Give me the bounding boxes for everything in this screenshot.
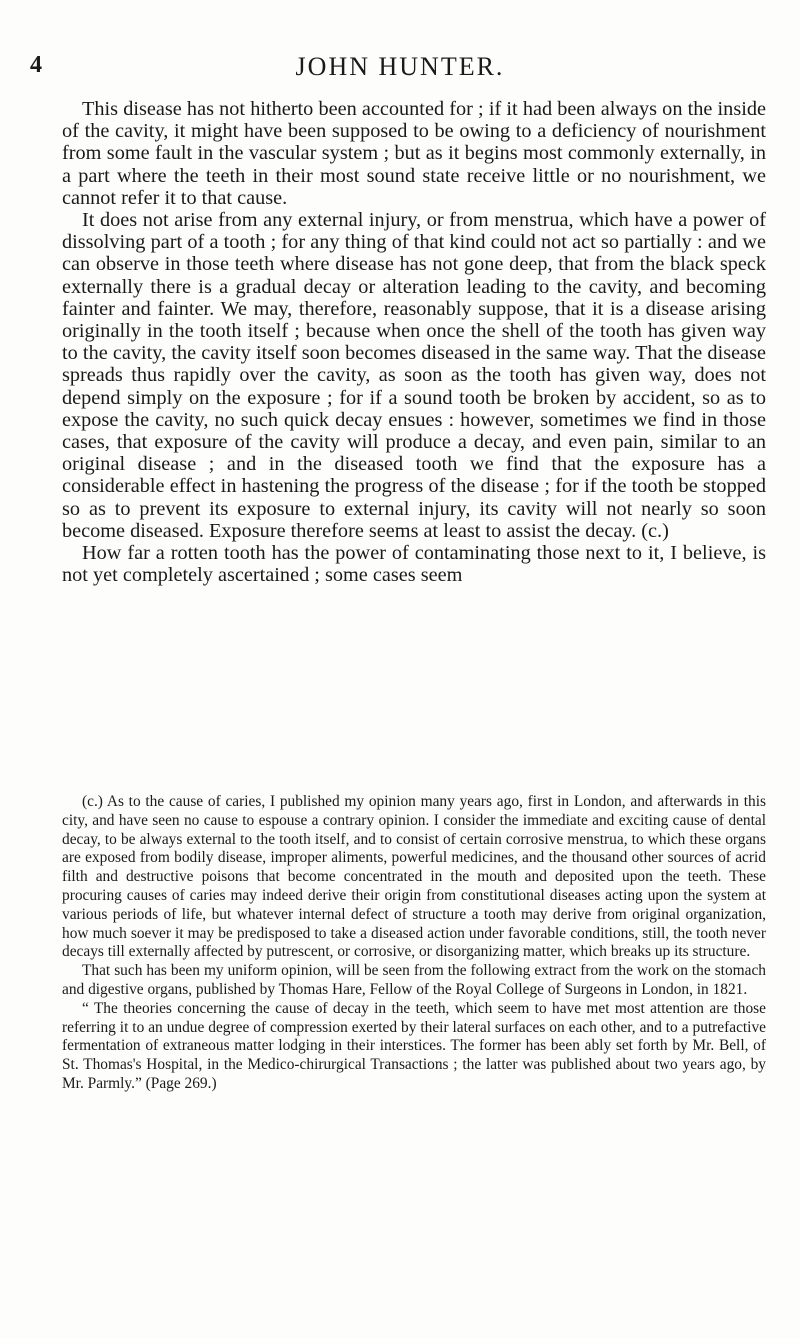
body-paragraph: How far a rotten tooth has the power of contaminating those next to it, I believe, is not yet completely ascertained ; some cases seem bbox=[62, 542, 766, 587]
body-paragraph: It does not arise from any external injury, or from menstrua, which have a power of dissolving part of a tooth ; for any thing of that kind could not act so partially : and we can observe in those teeth where disease has not gone deep, that from the black speck externally there is a gradual decay or alteration leading to the cavity, and becoming fainter and fainter. We may, therefore, reasonably suppose, that it is a disease arising originally in the tooth itself ; because when once the shell of the tooth has given way to the cavity, the cavity itself soon becomes diseased in the same way. That the disease spreads thus rapidly over the cavity, as soon as the tooth has given way, does not depend simply on the exposure ; for if a sound tooth be broken by accident, so as to expose the cavity, no such quick decay ensues : however, sometimes we find in those cases, that exposure of the cavity will produce a decay, and even pain, similar to an original disease ; and in the diseased tooth we find that the exposure has a considerable effect in hastening the progress of the disease ; for if the tooth be stopped so as to prevent its exposure to external injury, its cavity will not nearly so soon become diseased. Exposure therefore seems at least to assist the decay. (c.) bbox=[62, 209, 766, 542]
footnote-paragraph: “ The theories concerning the cause of decay in the teeth, which seem to have met most attention are those referring it to an undue degree of compression exerted by their lateral surfaces on each other, and to a putrefactive fermentation of extraneous matter lodging in their interstices. The former has been ably set forth by Mr. Bell, of St. Thomas's Hospital, in the Medico-chirurgical Transactions ; the latter was published about two years ago, by Mr. Parmly.” (Page 269.) bbox=[62, 999, 766, 1092]
main-text bbox=[62, 98, 766, 586]
footnote-paragraph: That such has been my uniform opinion, will be seen from the following extract from the work on the stomach and digestive organs, published by Thomas Hare, Fellow of the Royal College of Surgeons in London, in 1821. bbox=[62, 962, 766, 998]
running-head: JOHN HUNTER. bbox=[295, 52, 505, 81]
page-number: 4 bbox=[30, 52, 42, 78]
page-header bbox=[0, 52, 800, 82]
body-paragraph: This disease has not hitherto been accounted for ; if it had been always on the inside of the cavity, it might have been supposed to be owing to a deficiency of nourishment from some fault in the vascular system ; but as it begins most commonly externally, in a part where the teeth in their most sound state receive little or no nourishment, we cannot refer it to that cause. bbox=[62, 98, 766, 209]
footnote-paragraph: (c.) As to the cause of caries, I published my opinion many years ago, first in London, and afterwards in this city, and have seen no cause to espouse a contrary opinion. I consider the immediate and exciting cause of dental decay, to be always external to the tooth itself, and to consist of certain corrosive menstrua, to which these organs are exposed from bodily disease, improper aliments, powerful medicines, and the thousand other sources of acrid filth and destructive poisons that become concentrated in the mouth and deposited upon the teeth. These procuring causes of caries may indeed derive their origin from constitutional diseases acting upon the system at various periods of life, but whatever internal defect of structure a tooth may derive from original organization, how much soever it may be predisposed to take a diseased action under favorable conditions, still, the tooth never decays till externally affected by putrescent, or corrosive, or disorganizing matter, which breaks up its structure. bbox=[62, 793, 766, 961]
footnotes bbox=[62, 793, 766, 1094]
